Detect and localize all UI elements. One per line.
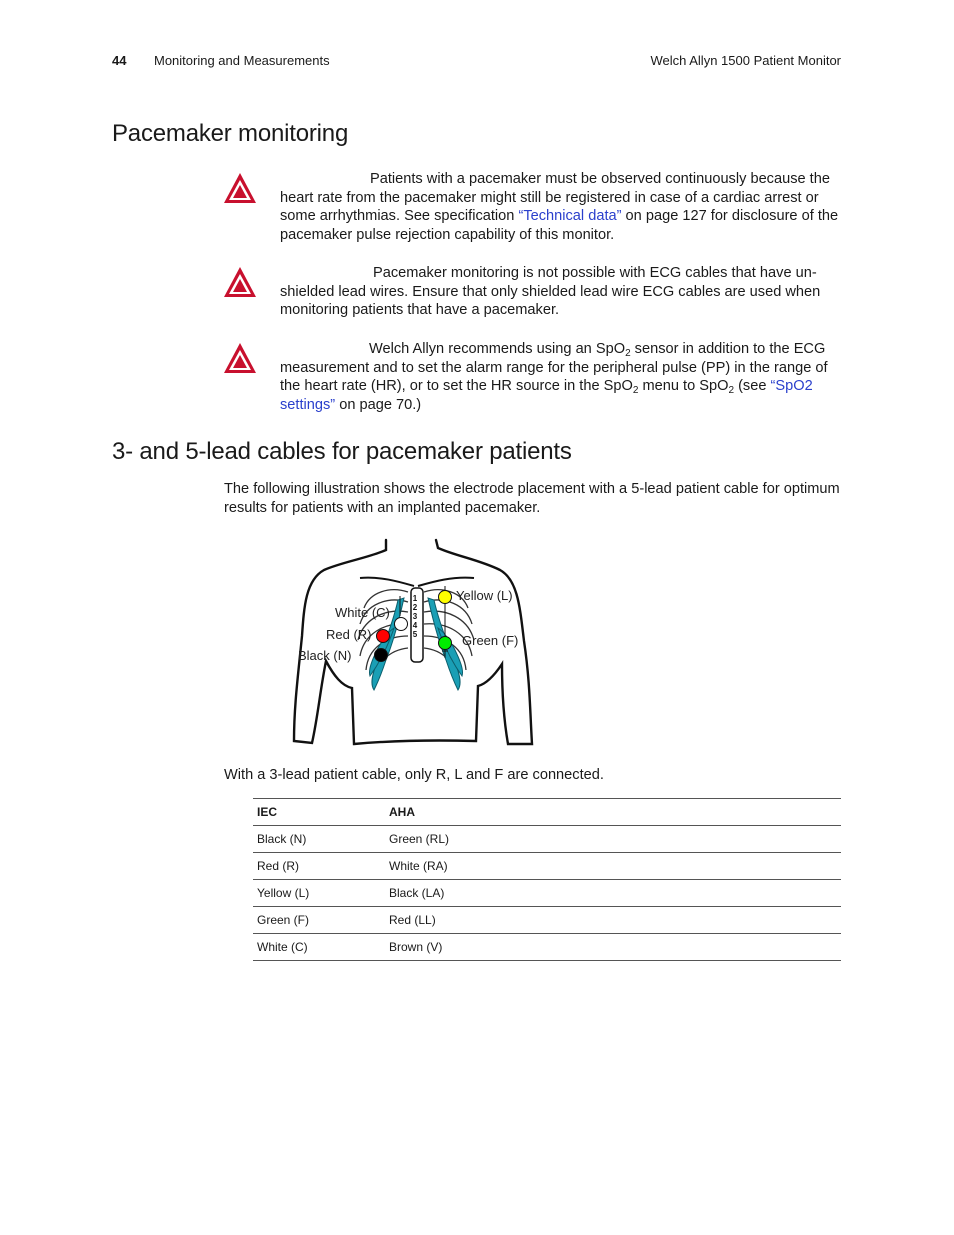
clavicles (360, 578, 474, 586)
section-title-lead-cables: 3- and 5-lead cables for pacemaker patients (112, 438, 572, 465)
aha-cell: Green (RL) (385, 826, 841, 853)
technical-data-link[interactable]: “Technical data” (518, 208, 622, 225)
table-row (253, 826, 841, 853)
aha-cell: Red (LL) (385, 907, 841, 934)
column-header-aha: AHA (385, 799, 841, 826)
warning-3: Welch Allyn recommends using an SpO$_2$ sensor in addition to the ECG measurement and to set the alarm range for the peripheral pulse (PP) in the range of the heart rate (HR), or to set the HR source in the SpO$_2$ menu to SpO$_2$ (see “SpO2 settings” on page 70.) (280, 341, 828, 414)
iec-cell: Black (N) (253, 826, 385, 853)
label-black: Black (N) (298, 648, 352, 663)
label-green: Green (F) (462, 633, 519, 648)
rib-number: 4 (412, 621, 418, 630)
electrode-red (377, 630, 390, 643)
table-row (253, 907, 841, 934)
table-row (253, 934, 841, 961)
aha-cell: White (RA) (385, 853, 841, 880)
rib-number: 5 (412, 630, 418, 639)
warning-icon (223, 266, 257, 298)
three-lead-note: With a 3-lead patient cable, only R, L and F are connected. (224, 767, 604, 783)
label-red: Red (R) (326, 627, 372, 642)
section-title-pacemaker-monitoring: Pacemaker monitoring (112, 120, 349, 147)
label-white: White (C) (335, 605, 390, 620)
intro-paragraph: The following illustration shows the electrode placement with a 5-lead patient cable for optimum results for patients with an implanted pacemaker. (224, 481, 840, 516)
warning-1: Patients with a pacemaker must be observed continuously because the heart rate from the pacemaker might still be registered in case of a cardiac arrest or some arrhythmias. See specification “Technical data” on page 127 for disclosure of the pacemaker pulse rejection capability of this monitor. (280, 171, 839, 244)
spo2-settings-link[interactable]: “SpO2 settings” (280, 378, 813, 414)
column-header-iec: IEC (253, 799, 385, 826)
iec-cell: Red (R) (253, 853, 385, 880)
iec-cell: White (C) (253, 934, 385, 961)
page-number: 44 (112, 53, 127, 68)
table-header-row (253, 799, 841, 826)
electrode-white (395, 618, 408, 631)
running-header-section: Monitoring and Measurements (154, 53, 330, 68)
iec-cell: Green (F) (253, 907, 385, 934)
lead-color-table (253, 798, 841, 961)
warning-2: Pacemaker monitoring is not possible with ECG cables that have un-shielded lead wires. Ensure that only shielded lead wire ECG cables are used when monitoring patients that have a pacemaker. (280, 265, 821, 319)
aha-cell: Black (LA) (385, 880, 841, 907)
rib-number: 3 (412, 612, 418, 621)
electrode-green (439, 637, 452, 650)
electrode-placement-illustration (290, 536, 540, 748)
rib-number: 1 (412, 594, 418, 603)
table-row (253, 880, 841, 907)
warning-icon (223, 172, 257, 204)
running-header-product: Welch Allyn 1500 Patient Monitor (650, 53, 841, 68)
iec-cell: Yellow (L) (253, 880, 385, 907)
rib-number: 2 (412, 603, 418, 612)
electrode-black (375, 649, 388, 662)
label-yellow: Yellow (L) (456, 588, 513, 603)
aha-cell: Brown (V) (385, 934, 841, 961)
table-row (253, 853, 841, 880)
electrode-yellow (439, 591, 452, 604)
warning-icon (223, 342, 257, 374)
